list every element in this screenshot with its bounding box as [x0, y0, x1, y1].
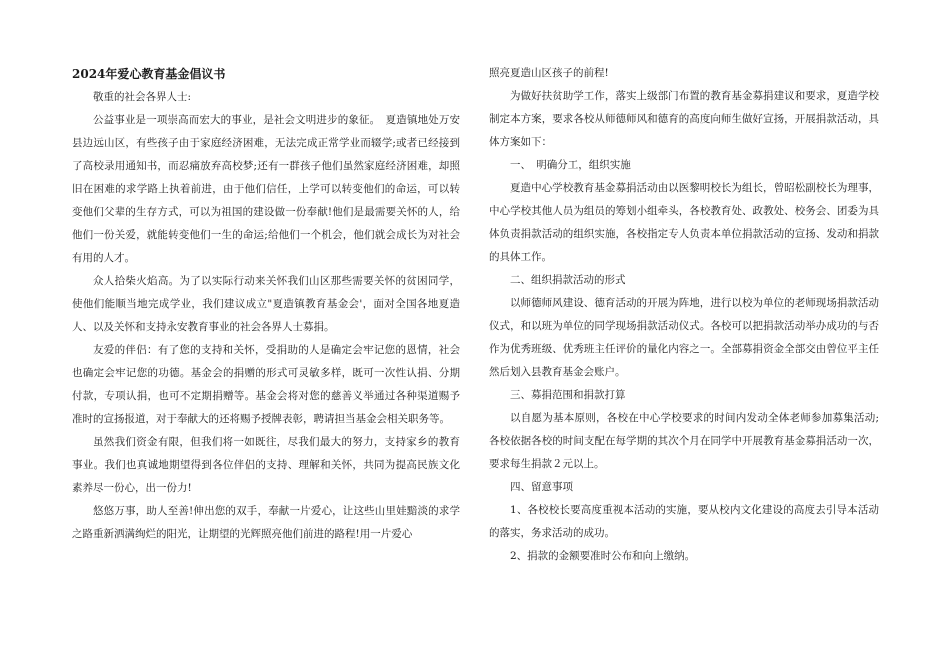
body-paragraph: 虽然我们资金有限，但我们将一如既往，尽我们最大的努力，支持家乡的教育事业。我们也真诚地期望得到各位伴侣的支持、理解和关怀，共同为提高民族文化素养尽一份心，出一份力! — [72, 436, 460, 494]
section-heading: 一、 明确分工，组织实施 — [510, 159, 631, 171]
section-heading: 四、留意事项 — [510, 481, 573, 493]
body-paragraph: 为做好扶贫助学工作，落实上级部门布置的教育基金募捐建议和要求，夏造学校制定本方案，要求各校从师德师风和德育的高度向师生做好宣扬，开展捐款活动，具体方案如下： — [489, 90, 879, 148]
section-heading: 三、募捐范围和捐款打算 — [510, 389, 626, 401]
continuation-line: 照亮夏造山区孩子的前程! — [489, 67, 609, 79]
body-paragraph: 公益事业是一项崇高而宏大的事业，是社会文明进步的象征。 夏造镇地处万安县边远山区，有些孩子由于家庭经济困难，无法完成正常学业而辍学;或者已经接到了高校录用通知书，而忍痛放弃高校梦;还有一群孩子他们虽然家庭经济困难，却照旧在困难的求学路上执着前进，由于他们信任，上学可以转变他们的命运，可以转变他们父辈的生存方式，可以为祖国的建设做一份奉献!他们是最需要关怀的人，给他们一份关爱，就能转变他们一生的命运;给他们一个机会，他们就会成长为对社会有用的人才。 — [72, 114, 460, 264]
body-paragraph: 夏造中心学校教育基金募捐活动由以医黎明校长为组长，曾昭松副校长为理事，中心学校其他人员为组员的筹划小组牵头，各校教育处、政教处、校务会、团委为具体负责捐款活动的组织实施，各校指定专人负责本单位捐款活动的宣扬、发动和捐款的具体工作。 — [489, 182, 879, 263]
body-paragraph: 悠悠万事，助人至善!伸出您的双手，奉献一片爱心，让这些山里娃黯淡的求学之路重新洒满绚烂的阳光，让期望的光辉照亮他们前进的路程!用一片爱心 — [72, 505, 460, 540]
right-column — [489, 62, 879, 568]
section-heading: 二、组织捐款活动的形式 — [510, 274, 626, 286]
body-paragraph: 友爱的伴侣：有了您的支持和关怀，受捐助的人是确定会牢记您的恩情，社会也确定会牢记您的功德。基金会的捐赠的形式可灵敏多样，既可一次性认捐、分期付款，专项认捐，也可不定期捐赠等。基金会将对您的慈善义举通过各种渠道赐予准时的宣扬报道，对于奉献大的还将赐予授牌表彰，聘请担当基金会相关职务等。 — [72, 344, 460, 425]
left-column — [72, 62, 460, 546]
body-paragraph: 以师德师风建设、德育活动的开展为阵地，进行以校为单位的老师现场捐款活动仪式，和以班为单位的同学现场捐款活动仪式。各校可以把捐款活动举办成功的与否作为优秀班级、优秀班主任评价的量化内容之一。全部募捐资金全部交由曾位平主任然后划入县教育基金会账户。 — [489, 297, 879, 378]
list-item: 1、各校校长要高度重视本活动的实施，要从校内文化建设的高度去引导本活动的落实，务求活动的成功。 — [489, 504, 879, 539]
body-paragraph: 众人拾柴火焰高。为了以实际行动来关怀我们山区那些需要关怀的贫困同学，使他们能顺当地完成学业，我们建议成立"夏造镇教育基金会'，面对全国各地夏造人、以及关怀和支持永安教育事业的社会各界人士募捐。 — [72, 275, 460, 333]
body-paragraph: 以自愿为基本原则，各校在中心学校要求的时间内发动全体老师参加募集活动;各校依据各校的时间支配在每学期的其次个月在同学中开展教育基金募捐活动一次，要求每生捐款２元以上。 — [489, 412, 879, 470]
list-item: 2、捐款的金额要准时公布和向上缴纳。 — [510, 550, 696, 562]
document-title: 2024年爱心教育基金倡议书 — [72, 67, 226, 81]
salutation: 敬重的社会各界人士: — [93, 91, 192, 103]
